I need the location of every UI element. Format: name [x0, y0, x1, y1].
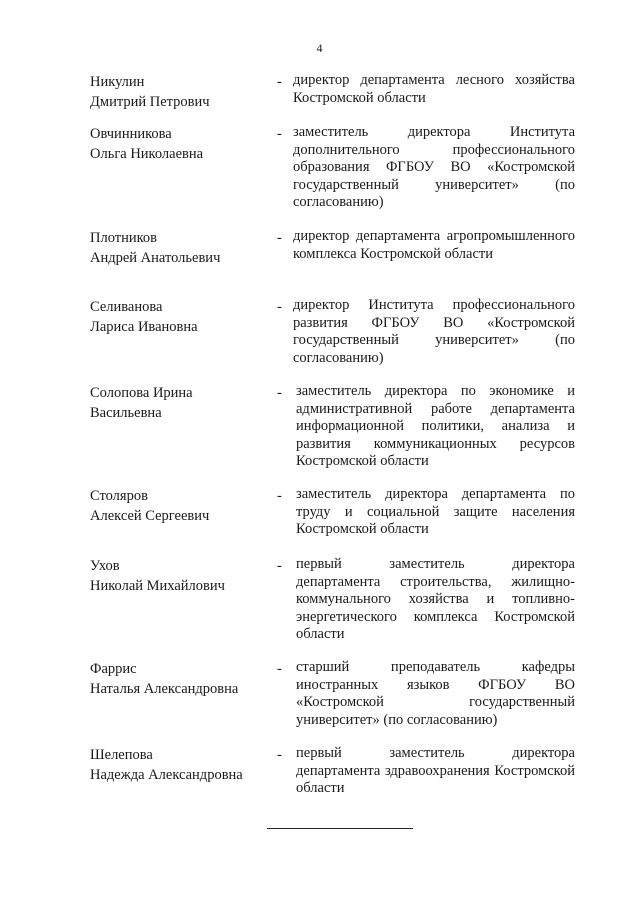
member-name: Селиванова Лариса Ивановна — [90, 299, 198, 335]
member-position: заместитель директора по экономике и административной работе департамента информационной политики, анализа и развития коммуникационных ресурсов Костромской области — [296, 383, 575, 469]
page-number: 4 — [316, 41, 323, 55]
dash-separator: - — [277, 747, 282, 763]
dash-separator: - — [277, 230, 282, 246]
dash-separator: - — [277, 661, 282, 677]
member-name: Столяров Алексей Сергеевич — [90, 488, 210, 524]
member-position: заместитель директора Института дополнительного профессионального образования ФГБОУ ВО «Костромской государственный университет» (по согласованию) — [293, 124, 575, 210]
dash-separator: - — [277, 558, 282, 574]
end-divider-line — [267, 828, 413, 829]
dash-separator: - — [277, 385, 282, 401]
member-name: Плотников Андрей Анатольевич — [90, 230, 221, 266]
member-name: Шелепова Надежда Александровна — [90, 747, 243, 783]
member-position: заместитель директора департамента по труду и социальной защите населения Костромской области — [296, 486, 575, 537]
member-position: директор департамента лесного хозяйства Костромской области — [293, 72, 575, 106]
member-position: первый заместитель директора департамента здравоохранения Костромской области — [296, 745, 575, 796]
dash-separator: - — [277, 488, 282, 504]
member-position: директор Института профессионального развития ФГБОУ ВО «Костромской государственный университет» (по согласованию) — [293, 297, 575, 366]
member-position: старший преподаватель кафедры иностранных языков ФГБОУ ВО «Костромской государственный университет» (по согласованию) — [296, 659, 575, 728]
member-name: Фаррис Наталья Александровна — [90, 661, 239, 697]
member-name: Никулин Дмитрий Петрович — [90, 74, 210, 110]
member-name: Ухов Николай Михайлович — [90, 558, 225, 594]
member-position: директор департамента агропромышленного комплекса Костромской области — [293, 228, 575, 262]
member-name: Овчинникова Ольга Николаевна — [90, 126, 204, 162]
dash-separator: - — [277, 299, 282, 315]
member-name: Солопова Ирина Васильевна — [90, 385, 193, 421]
member-position: первый заместитель директора департамента строительства, жилищно-коммунального хозяйства и топливно-энергетического комплекса Костромской области — [296, 556, 575, 642]
dash-separator: - — [277, 126, 282, 142]
dash-separator: - — [277, 74, 282, 90]
